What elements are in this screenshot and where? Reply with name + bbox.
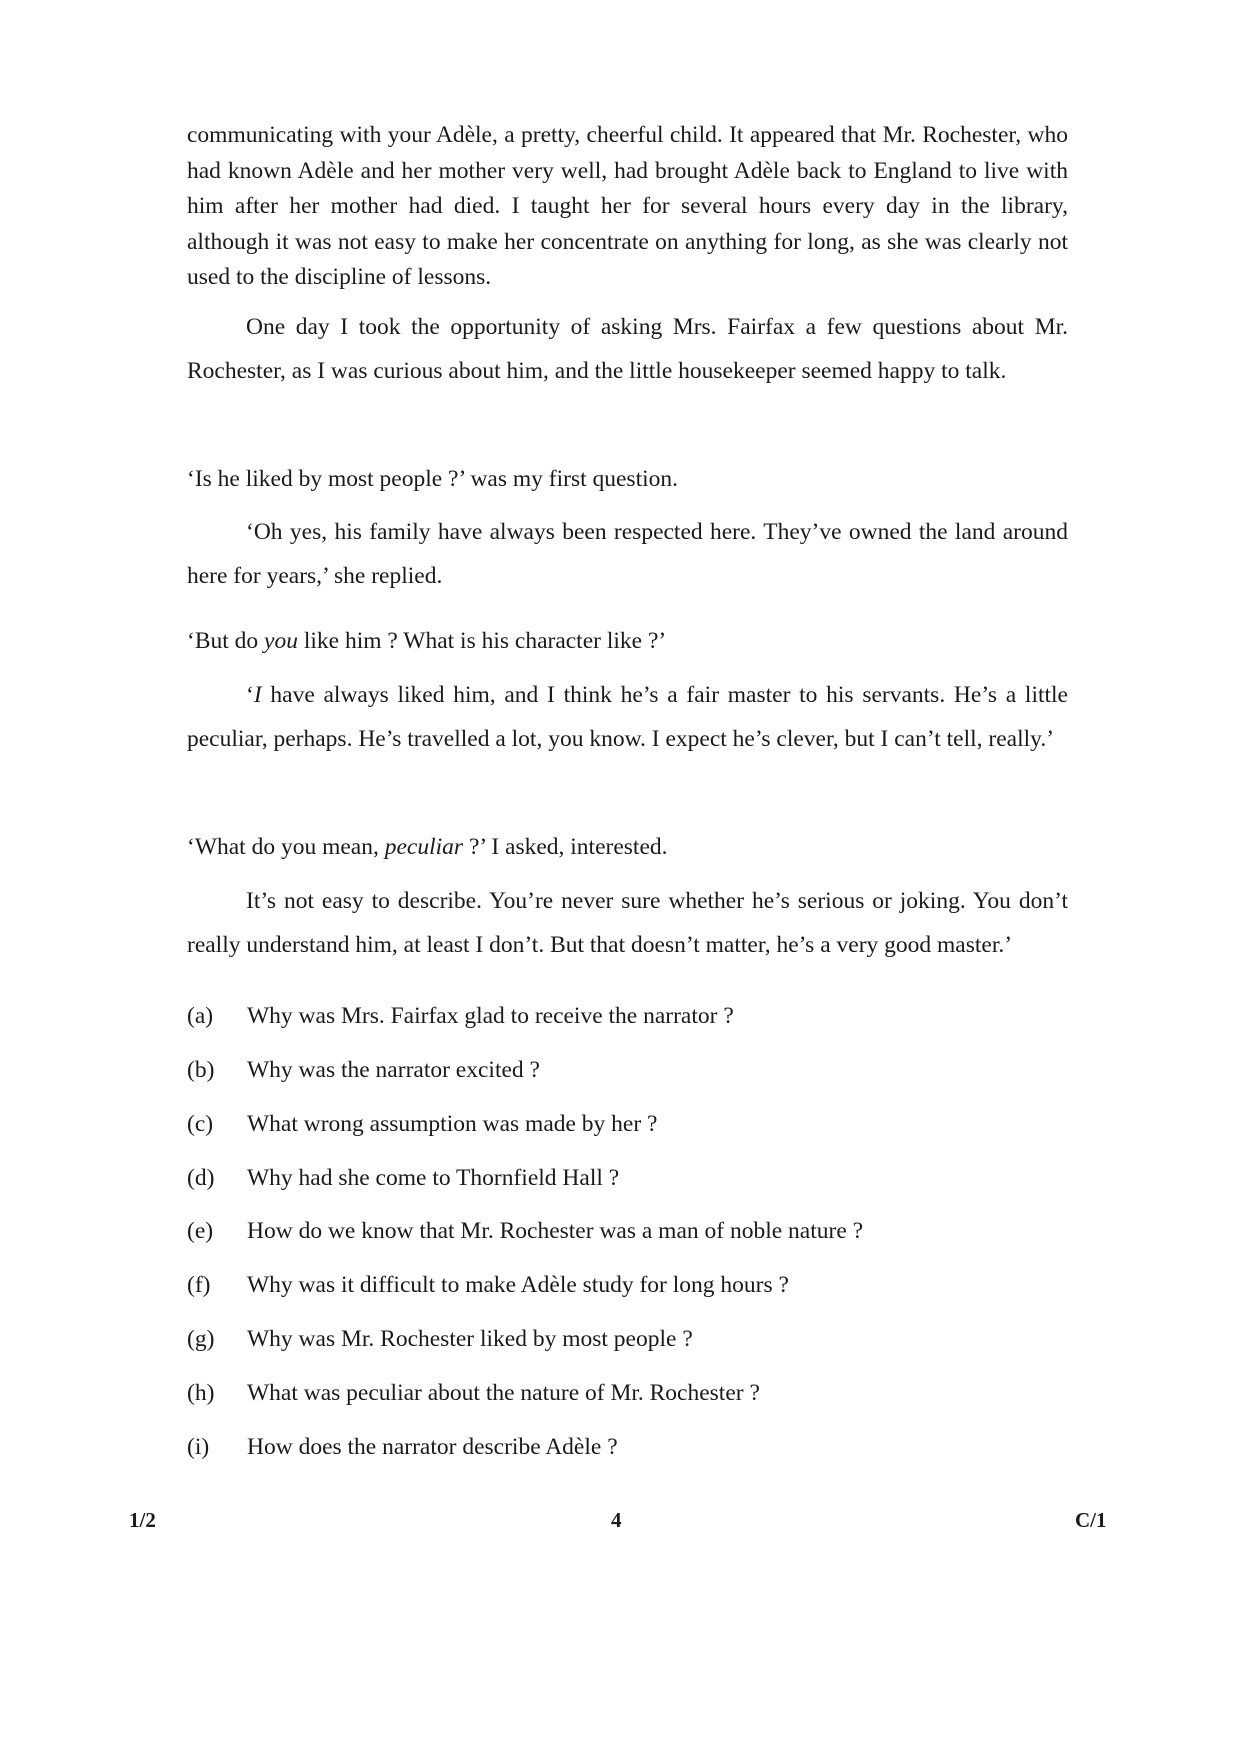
question-text: Why was Mrs. Fairfax glad to receive the narrator ? (247, 1003, 734, 1029)
passage-paragraph-7: ‘What do you mean, peculiar ?’ I asked, interested. (187, 834, 668, 860)
passage-paragraph-8: It’s not easy to describe. You’re never sure whether he’s serious or joking. You don’t really understand him, at least I don’t. But that doesn’t matter, he’s a very good master.’ (187, 888, 1068, 958)
question-label: (e) (187, 1218, 214, 1244)
question-text: Why was the narrator excited ? (247, 1057, 540, 1083)
question-text: What was peculiar about the nature of Mr. Rochester ? (247, 1380, 760, 1406)
question-text: Why had she come to Thornfield Hall ? (247, 1165, 620, 1191)
question-text: How does the narrator describe Adèle ? (247, 1434, 618, 1460)
passage-paragraph-6: ‘I have always liked him, and I think he’s a fair master to his servants. He’s a little peculiar, perhaps. He’s travelled a lot, you know. I expect he’s clever, but I can’t tell, really.’ (187, 682, 1068, 752)
question-label: (f) (187, 1272, 211, 1298)
question-label: (b) (187, 1057, 215, 1083)
passage-paragraph-1: communicating with your Adèle, a pretty, cheerful child. It appeared that Mr. Rochester, who had known Adèle and her mother very well, had brought Adèle back to England to live with him after her mother had died. I taught her for several hours every day in the library, although it was not easy to make her concentrate on anything for long, as she was clearly not used to the discipline of lessons. (187, 122, 1068, 290)
emphasis-i: I (253, 682, 262, 708)
question-text: What wrong assumption was made by her ? (247, 1111, 658, 1137)
question-label: (h) (187, 1380, 215, 1406)
passage-paragraph-5: ‘But do you like him ? What is his character like ?’ (187, 628, 667, 654)
question-label: (i) (187, 1434, 210, 1460)
footer-set-code: C/1 (1075, 1508, 1107, 1532)
question-label: (g) (187, 1326, 215, 1352)
question-text: Why was it difficult to make Adèle study for long hours ? (247, 1272, 789, 1298)
passage-paragraph-4: ‘Oh yes, his family have always been respected here. They’ve owned the land around here for years,’ she replied. (187, 519, 1068, 589)
question-label: (c) (187, 1111, 214, 1137)
question-text: How do we know that Mr. Rochester was a man of noble nature ? (247, 1218, 864, 1244)
passage-paragraph-2: One day I took the opportunity of asking Mrs. Fairfax a few questions about Mr. Rochester, as I was curious about him, and the little housekeeper seemed happy to talk. (187, 314, 1068, 384)
question-label: (d) (187, 1165, 215, 1191)
emphasis-peculiar: peculiar (384, 834, 464, 860)
emphasis-you: you (264, 628, 298, 654)
question-label: (a) (187, 1003, 214, 1029)
footer-series-code: 1/2 (129, 1508, 156, 1532)
question-text: Why was Mr. Rochester liked by most people ? (247, 1326, 693, 1352)
footer-page-number: 4 (611, 1508, 622, 1532)
passage-paragraph-3: ‘Is he liked by most people ?’ was my first question. (187, 466, 679, 492)
